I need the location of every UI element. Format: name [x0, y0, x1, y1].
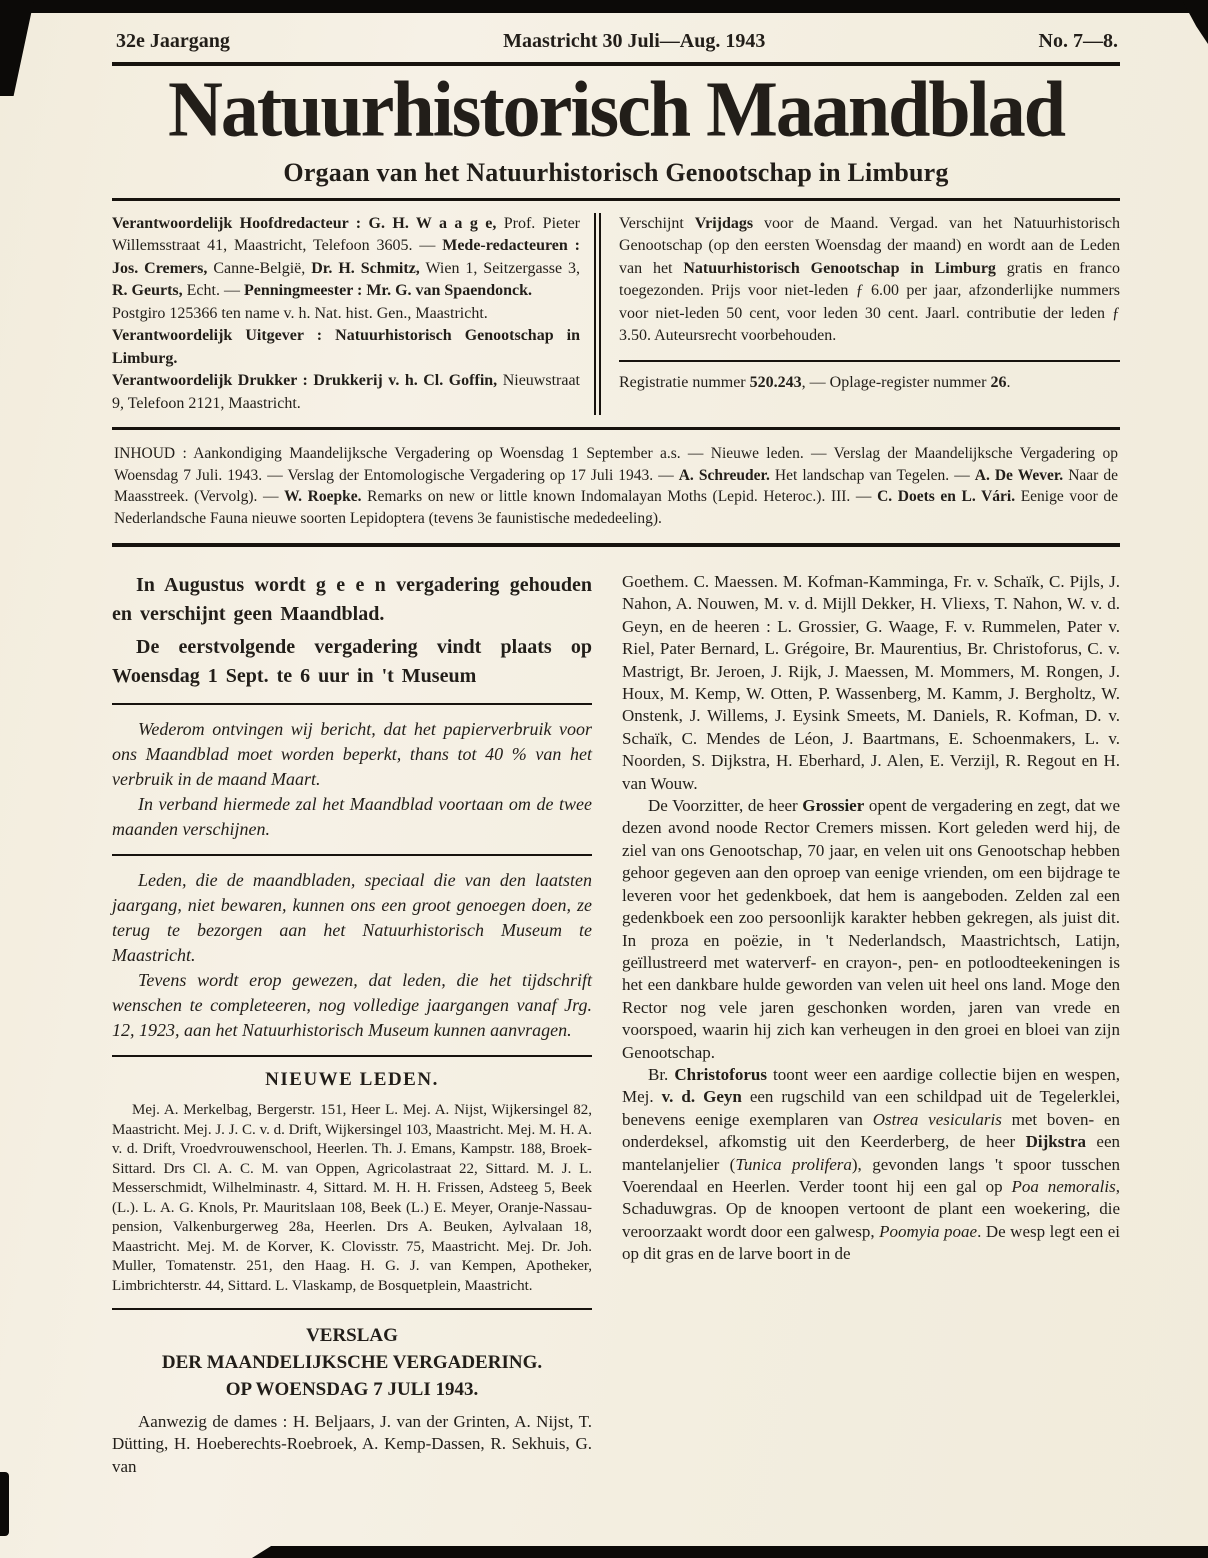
meeting-report-heading-line2: DER MAANDELIJKSCHE VERGADERING. — [161, 1352, 543, 1374]
issue-date: Maastricht 30 Juli—Aug. 1943 — [503, 30, 766, 52]
issue-number: No. 7—8. — [1038, 30, 1118, 52]
column-rule — [112, 703, 592, 705]
scan-artifact-top-left — [0, 0, 34, 96]
masthead-editors: Verantwoordelijk Hoofdredacteur : G. H. W a a g e, Prof. Pieter Willemsstraat 41, Maastricht, Telefoon 3605. — Mede-redacteuren : Jos. Cremers, Canne-België, Dr. H. Schmitz, Wien 1, Seitzergasse 3, R. Geurts, Echt. — Penningmeester : Mr. G. van Spaendonck. — [112, 214, 581, 300]
meeting-report-heading — [112, 1322, 592, 1403]
return-issues-notice: Leden, die de maandbladen, speciaal die van den laatsten jaargang, niet bewaren, kunnen ons een groot genoegen doen, ze terug te bezorgen aan het Natuurhistorisch Museum te Maastricht. — [112, 870, 592, 966]
page-content — [112, 30, 1120, 1478]
next-meeting-notice: De eerstvolgende vergadering vindt plaats op Woensdag 1 Sept. te 6 uur in 't Museum — [112, 636, 592, 688]
column-rule — [112, 1308, 592, 1310]
masthead-publisher: Verantwoordelijk Uitgever : Natuurhistorisch Genootschap in Limburg. — [112, 327, 580, 367]
chairman-opening-paragraph: De Voorzitter, de heer Grossier opent de vergadering en zegt, dat we dezen avond noode Rector Cremers missen. Kort geleden werd hij, de ziel van ons Genootschap, 70 jaar, en velen uit ons Genootschap hebben gehoor gegeven aan den oproep van eenige vrienden, om een bijdrage te leveren voor het gedenkboek, dat hem is aangeboden. Zelden zal een gedenkboek een zoo persoonlijk karakter hebben gekregen, als juist dit. In proza en poëzie, in 't Nederlandsch, Maastrichtsch, Latijn, geïllustreerd met waterverf- en crayon-, pen- en potloodteekeningen is het een dankbare hulde geworden van velen uit heel ons land. Moge den Rector nog vele jaren geschonken worden, jaren van vrede en voorspoed, waarin hij zich kan verheugen in den groei en bloei van zijn Genootschap. — [622, 796, 1120, 1062]
body-columns — [112, 547, 1120, 1478]
masthead-printer: Verantwoordelijk Drukker : Drukkerij v. h. Cl. Goffin, Nieuwstraat 9, Telefoon 2121, Maastricht. — [112, 372, 580, 412]
masthead-registration-rule — [619, 360, 1120, 362]
specimens-paragraph: Br. Christoforus toont weer een aardige collectie bijen en wespen, Mej. v. d. Geyn een rugschild van een schildpad uit de Tegelerklei, benevens eenige exemplaren van Ostrea vesicularis met boven- en onderdeksel, afkomstig uit den Keerderberg, de heer Dijkstra een mantelanjelier (Tunica prolifera), gevonden langs 't spoor tusschen Voerendaal en Heerlen. Verder toont hij een gal op Poa nemoralis, Schaduwgras. Op de knoopen vertoont de plant een woekering, die veroorzaakt wordt door een galwesp, Poomyia poae. De wesp legt een ei op dit gras en de larve boort in de — [622, 1064, 1120, 1264]
paper-restriction-notice: Wederom ontvingen wij bericht, dat het papierverbruik voor ons Maandblad moet worden beperkt, thans tot 40 % van het verbruik in de maand Maart. — [112, 719, 592, 790]
page-title: Natuurhistorisch Maandblad — [167, 65, 1065, 154]
new-members-list: Mej. A. Merkelbag, Bergerstr. 151, Heer L. Mej. A. Nijst, Wijkersingel 82, Maastricht. Mej. J. J. C. v. d. Drift, Wijkersingel 103, Maastricht. Mej. M. H. A. v. d. Drift, Vroedvrouwenschool, Heerlen. Th. J. Emans, Kampstr. 188, Broek-Sittard. Drs Cl. A. C. M. van Oppen, Agricolastraat 22, Sittard. M. J. L. Messerschmidt, Wilhelminastr. 4, Sittard. M. H. H. Frissen, Adsteeg 5, Beek (L.). L. A. G. Knols, Pr. Mauritslaan 108, Beek (L.) E. Meyer, Oranje-Nassau-pension, Valkenburgerweg 28a, Heerlen. Drs A. Beuken, Aylvalaan 18, Maastricht. Mej. M. de Korver, K. Clovisstr. 75, Maastricht. Mej. Dr. Joh. Muller, Tomatenstr. 251, den Haag. H. G. J. van Kempen, Apotheker, Limbrichterstr. 44, Sittard. L. Vlaskamp, de Bosquetplein, Maastricht. — [112, 1102, 592, 1294]
right-column — [622, 571, 1120, 1478]
august-notice: In Augustus wordt g e e n vergadering gehouden en verschijnt geen Maandblad. — [112, 574, 592, 626]
masthead-postgiro: Postgiro 125366 ten name v. h. Nat. hist. Gen., Maastricht. — [112, 304, 488, 322]
paper-restriction-notice-2: In verband hiermede zal het Maandblad voortaan om de twee maanden verschijnen. — [112, 794, 592, 840]
column-rule — [112, 1055, 592, 1057]
masthead-subscription: Verschijnt Vrijdags voor de Maand. Vergad. van het Natuurhistorisch Genootschap (op den eersten Woensdag der maand) en wordt aan de Leden van het Natuurhistorisch Genootschap in Limburg gratis en franco toegezonden. Prijs voor niet-leden ƒ 6.00 per jaar, afzonderlijke nummers voor niet-leden 50 cent, voor leden 30 cent. Jaarl. contributie der leden ƒ 3.50. Auteursrecht voorbehouden. — [619, 214, 1121, 345]
left-column — [112, 571, 592, 1478]
scan-artifact-bottom — [252, 1546, 1208, 1558]
scan-artifact-left-edge — [0, 1472, 9, 1536]
attendees-continued-paragraph: Goethem. C. Maessen. M. Kofman-Kamminga, Fr. v. Schaïk, C. Pijls, J. Nahon, A. Nouwen, M. v. d. Mijll Dekker, H. Vliexs, T. Nahon, W. v. d. Geyn, en de heeren : L. Grossier, G. Waage, F. v. Rummelen, Pater v. Riel, Pater Bernard, L. Grégoire, Br. Maurentius, Br. Christoforus, C. v. Mastrigt, Br. Jeroen, J. Rijk, J. Maessen, M. Mommers, M. Rongen, J. Houx, M. Kemp, W. Otten, P. Wassenberg, M. Kamm, J. Bergholtz, W. Onstenk, J. Willems, J. Eysink Smeets, M. Daniels, R. Kofman, D. v. Schaïk, C. Mendes de Léon, J. Baartmans, E. Schoenmakers, L. v. Noorden, S. Dijkstra, H. Eberhard, J. Alen, E. Verzijl, R. Regout en H. van Wouw. — [622, 572, 1120, 793]
column-rule — [112, 854, 592, 856]
table-of-contents: INHOUD : Aankondiging Maandelijksche Vergadering op Woensdag 1 September a.s. — Nieuwe leden. — Verslag der Maandelijksche Vergadering op Woensdag 7 Juli. 1943. — Verslag der Entomologische Vergadering op 17 Juli 1943. — A. Schreuder. Het landschap van Tegelen. — A. De Wever. Naar de Maasstreek. (Vervolg). — W. Roepke. Remarks on new or little known Indomalayan Moths (Lepid. Heteroc.). III. — C. Doets en L. Vári. Eenige voor de Nederlandsche Fauna nieuwe soorten Lepidoptera (tevens 3e faunistische mededeeling). — [114, 445, 1119, 527]
meeting-report-heading-line3: OP WOENSDAG 7 JULI 1943. — [225, 1379, 479, 1401]
volume-label: 32e Jaargang — [116, 30, 230, 52]
masthead-vertical-divider — [594, 213, 601, 416]
masthead-right-column — [601, 213, 1120, 416]
meeting-report-heading-line1: VERSLAG — [306, 1325, 398, 1347]
masthead-registration: Registratie nummer 520.243, — Oplage-register nummer 26. — [619, 373, 1011, 391]
new-members-heading: NIEUWE LEDEN. — [265, 1069, 439, 1091]
page-subtitle: Orgaan van het Natuurhistorisch Genootschap in Limburg — [283, 157, 949, 187]
masthead — [112, 201, 1120, 428]
return-issues-notice-2: Tevens wordt erop gewezen, dat leden, die het tijdschrift wenschen te completeeren, nog volledige jaargangen vanaf Jrg. 12, 1923, aan het Natuurhistorisch Museum kunnen aanvragen. — [112, 970, 592, 1041]
masthead-left-column — [112, 213, 594, 416]
issue-header — [112, 30, 1120, 53]
scan-artifact-top-right — [1182, 0, 1208, 44]
attendees-paragraph: Aanwezig de dames : H. Beljaars, J. van der Grinten, A. Nijst, T. Dütting, H. Hoeberechts-Roebroek, A. Kemp-Dassen, R. Sekhuis, G. van — [112, 1412, 592, 1476]
scan-artifact-top — [0, 0, 1208, 13]
